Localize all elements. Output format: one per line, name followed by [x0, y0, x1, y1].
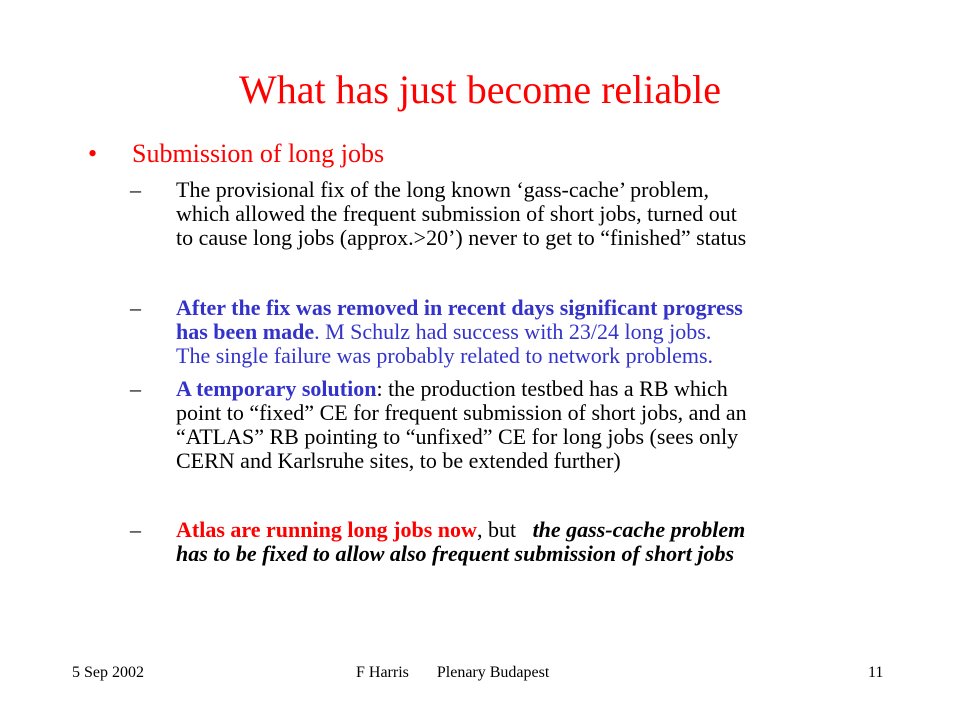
paragraph-3-line-1-rest: : the production testbed has a RB which — [376, 376, 728, 401]
paragraph-3-line-4: CERN and Karlsruhe sites, to be extended further) — [176, 448, 621, 473]
paragraph-1-line-2: which allowed the frequent submission of short jobs, turned out — [176, 201, 737, 226]
dash-marker-2: – — [130, 295, 141, 320]
paragraph-3-highlight: A temporary solution — [176, 376, 377, 401]
paragraph-3 — [176, 377, 916, 473]
bullet-heading: Submission of long jobs — [132, 139, 385, 168]
paragraph-2-line-1: After the fix was removed in recent days significant progress — [176, 295, 743, 320]
paragraph-3-line-3: “ATLAS” RB pointing to “unfixed” CE for long jobs (sees only — [176, 424, 739, 449]
paragraph-2-line-3: The single failure was probably related to network problems. — [176, 343, 714, 368]
paragraph-1-line-1: The provisional fix of the long known ‘gass-cache’ problem, — [176, 177, 709, 202]
paragraph-2 — [176, 296, 916, 368]
dash-marker-3: – — [130, 376, 141, 401]
paragraph-2-line-2-rest: . M Schulz had success with 23/24 long jobs. — [314, 319, 712, 344]
footer-page-number: 11 — [868, 664, 884, 681]
paragraph-4-emphasis: the gass-cache problem — [532, 517, 746, 542]
paragraph-1-line-3: to cause long jobs (approx.>20’) never to get to “finished” status — [176, 225, 747, 250]
footer-center: F Harris Plenary Budapest — [356, 664, 550, 681]
paragraph-3-line-2: point to “fixed” CE for frequent submission of short jobs, and an — [176, 400, 747, 425]
footer-date: 5 Sep 2002 — [72, 664, 144, 681]
slide-title: What has just become reliable — [238, 67, 722, 112]
paragraph-2-highlight: has been made — [176, 319, 315, 344]
paragraph-4-highlight: Atlas are running long jobs now — [176, 517, 477, 542]
paragraph-4-line-1 — [176, 518, 916, 542]
paragraph-2-line-2 — [176, 320, 916, 344]
dash-marker-4: – — [130, 517, 141, 542]
paragraph-4 — [176, 518, 916, 566]
dash-marker-1: – — [130, 177, 141, 202]
paragraph-4-line-1-mid: , but — [476, 517, 533, 542]
paragraph-3-line-1 — [176, 377, 916, 401]
paragraph-4-line-2: has to be fixed to allow also frequent submission of short jobs — [176, 541, 735, 566]
paragraph-1 — [176, 178, 916, 250]
bullet-marker: • — [88, 139, 98, 168]
